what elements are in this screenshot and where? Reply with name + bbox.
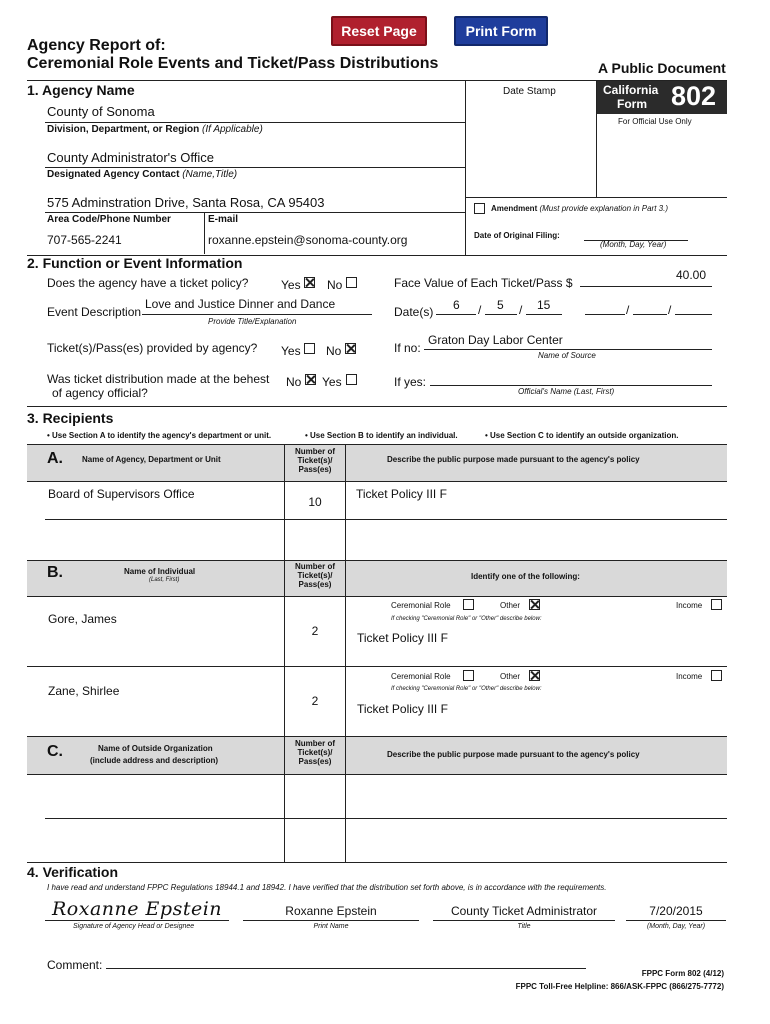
section-a-name-header: Name of Agency, Department or Unit — [82, 455, 221, 464]
amendment-label — [491, 204, 668, 213]
b-row2-describe-hint: If checking "Ceremonial Role" or "Other" describe below: — [391, 686, 542, 692]
provided-by-agency-question: Ticket(s)/Pass(es) provided by agency? — [47, 341, 258, 355]
section1-heading: 1. Agency Name — [27, 82, 135, 98]
face-value-label: Face Value of Each Ticket/Pass $ — [394, 276, 573, 290]
official-use-label: For Official Use Only — [618, 117, 692, 126]
section-a-count-header: Number of Ticket(s)/ Pass(es) — [295, 447, 335, 474]
section2-heading: 2. Function or Event Information — [27, 255, 243, 271]
section-a-letter: A. — [47, 450, 63, 467]
behest-question-line2: of agency official? — [52, 386, 148, 400]
section-a-purpose-header: Describe the public purpose made pursuant to the agency's policy — [387, 455, 640, 464]
event-description-value: Love and Justice Dinner and Dance — [145, 297, 336, 311]
date-year: 15 — [537, 298, 551, 312]
ticket-policy-question: Does the agency have a ticket policy? — [47, 276, 249, 290]
section-a-note: • Use Section A to identify the agency's department or unit. — [47, 431, 272, 440]
contact-label-text: Designated Agency Contact — [47, 169, 180, 180]
event-description-label: Event Description — [47, 305, 142, 319]
public-document-label: A Public Document — [598, 60, 726, 76]
helpline-footer: FPPC Toll-Free Helpline: 866/ASK-FPPC (866/275-7772) — [515, 982, 724, 991]
amendment-hint: (Must provide explanation in Part 3.) — [539, 204, 668, 213]
a-row1-count: 10 — [308, 495, 322, 509]
form-number-box — [597, 81, 727, 114]
division-label-text: Division, Department, or Region — [47, 124, 200, 135]
behest-question-line1: Was ticket distribution made at the behest — [47, 372, 270, 386]
amendment-checkbox[interactable] — [474, 203, 485, 214]
source-name-value: Graton Day Labor Center — [428, 333, 563, 347]
b-row1-count: 2 — [311, 624, 319, 638]
policy-no-checkbox[interactable] — [346, 277, 357, 288]
b-row1-ceremonial-checkbox[interactable] — [463, 599, 474, 610]
b-row2-other-label: Other — [500, 672, 521, 681]
print-name-label: Print Name — [313, 923, 349, 930]
verification-date-label: (Month, Day, Year) — [646, 923, 706, 930]
contact-hint: (Name,Title) — [182, 169, 238, 180]
b-row2-name: Zane, Shirlee — [48, 684, 120, 698]
section-b-letter: B. — [47, 564, 63, 581]
policy-yes-checkbox[interactable] — [304, 277, 315, 288]
form-title-line2: Ceremonial Role Events and Ticket/Pass Distributions — [27, 55, 439, 72]
signature-label: Signature of Agency Head or Designee — [73, 923, 195, 930]
phone-label: Area Code/Phone Number — [47, 214, 171, 225]
division-hint: (If Applicable) — [202, 124, 263, 135]
original-filing-hint: (Month, Day, Year) — [600, 240, 667, 249]
print-name-value: Roxanne Epstein — [285, 904, 377, 918]
b-row1-income-checkbox[interactable] — [711, 599, 722, 610]
behest-yes-label: Yes — [322, 375, 342, 389]
b-row2-count: 2 — [311, 694, 319, 708]
a-row1-name: Board of Supervisors Office — [48, 487, 195, 501]
verification-date-value: 7/20/2015 — [649, 904, 703, 918]
section4-heading: 4. Verification — [27, 864, 119, 880]
division-value: County Administrator's Office — [47, 150, 214, 165]
b-row1-income-label: Income — [676, 601, 703, 610]
print-form-button[interactable]: Print Form — [454, 16, 548, 46]
section-c-name-header-line2: (include address and description) — [90, 756, 219, 765]
provided-yes-checkbox[interactable] — [304, 343, 315, 354]
if-yes-label: If yes: — [394, 375, 427, 389]
b-row2-income-label: Income — [676, 672, 703, 681]
form-title-line1: Agency Report of: — [27, 37, 166, 54]
section-c-note: • Use Section C to identify an outside organization. — [485, 431, 679, 440]
b-row2-ceremonial-label: Ceremonial Role — [391, 672, 451, 681]
policy-no-label: No — [327, 278, 343, 292]
original-filing-label: Date of Original Filing: — [474, 231, 560, 240]
if-no-label: If no: — [394, 341, 421, 355]
section-b-name-hint: (Last, First) — [149, 577, 180, 583]
form-number: 802 — [671, 81, 717, 111]
address-value: 575 Adminstration Drive, Santa Rosa, CA 95403 — [47, 195, 325, 210]
section-b-name-header: Name of Individual — [124, 567, 196, 576]
behest-yes-checkbox[interactable] — [346, 374, 357, 385]
official-name-hint: Official's Name (Last, First) — [518, 387, 615, 396]
title-value: County Ticket Administrator — [450, 904, 598, 918]
reset-page-button[interactable]: Reset Page — [331, 16, 427, 46]
section-c-letter: C. — [47, 743, 63, 760]
dates-label: Date(s) — [394, 305, 434, 319]
amendment-label-text: Amendment — [491, 204, 538, 213]
form-name-line1: California — [603, 83, 659, 97]
policy-yes-label: Yes — [281, 278, 301, 292]
verification-statement: I have read and understand FPPC Regulations 18944.1 and 18942. I have verified that the distribution set forth above, is in accordance with the requirements. — [47, 883, 607, 892]
behest-no-checkbox[interactable] — [305, 374, 316, 385]
section-c-count-header: Number of Ticket(s)/ Pass(es) — [295, 739, 335, 766]
section-c-purpose-header: Describe the public purpose made pursuant to the agency's policy — [387, 750, 640, 759]
email-value: roxanne.epstein@sonoma-county.org — [208, 233, 408, 247]
email-label: E-mail — [208, 214, 239, 225]
date-month: 6 — [453, 298, 460, 312]
provided-no-checkbox[interactable] — [345, 343, 356, 354]
b-row1-other-label: Other — [500, 601, 521, 610]
event-description-hint: Provide Title/Explanation — [208, 317, 297, 326]
provided-no-label: No — [326, 344, 342, 358]
b-row2-purpose: Ticket Policy III F — [357, 702, 448, 716]
contact-label — [47, 169, 237, 180]
b-row2-ceremonial-checkbox[interactable] — [463, 670, 474, 681]
b-row1-describe-hint: If checking "Ceremonial Role" or "Other" describe below: — [391, 616, 542, 622]
title-label: Title — [517, 923, 531, 930]
b-row1-name: Gore, James — [48, 612, 117, 626]
section3-heading: 3. Recipients — [27, 410, 114, 426]
phone-value: 707-565-2241 — [47, 233, 122, 247]
provided-yes-label: Yes — [281, 344, 301, 358]
comment-label: Comment: — [47, 958, 103, 972]
b-row1-ceremonial-label: Ceremonial Role — [391, 601, 451, 610]
section-b-count-header: Number of Ticket(s)/ Pass(es) — [295, 562, 335, 589]
form-name-line2: Form — [617, 97, 647, 111]
a-row1-purpose: Ticket Policy III F — [356, 487, 447, 501]
section-b-note: • Use Section B to identify an individual. — [305, 431, 458, 440]
division-label — [47, 124, 263, 135]
b-row1-other-checkbox[interactable] — [529, 599, 540, 610]
b-row2-income-checkbox[interactable] — [711, 670, 722, 681]
date-stamp-label: Date Stamp — [503, 86, 556, 97]
agency-name-value: County of Sonoma — [47, 104, 155, 119]
form-id-footer: FPPC Form 802 (4/12) — [641, 969, 724, 978]
date-day: 5 — [497, 298, 504, 312]
signature-image: Roxanne Epstein — [52, 898, 223, 920]
behest-no-label: No — [286, 375, 302, 389]
face-value: 40.00 — [676, 268, 707, 282]
b-row1-purpose: Ticket Policy III F — [357, 631, 448, 645]
section-b-identify-header: Identify one of the following: — [471, 572, 580, 581]
section-c-name-header-line1: Name of Outside Organization — [98, 744, 213, 753]
b-row2-other-checkbox[interactable] — [529, 670, 540, 681]
source-name-hint: Name of Source — [538, 351, 596, 360]
